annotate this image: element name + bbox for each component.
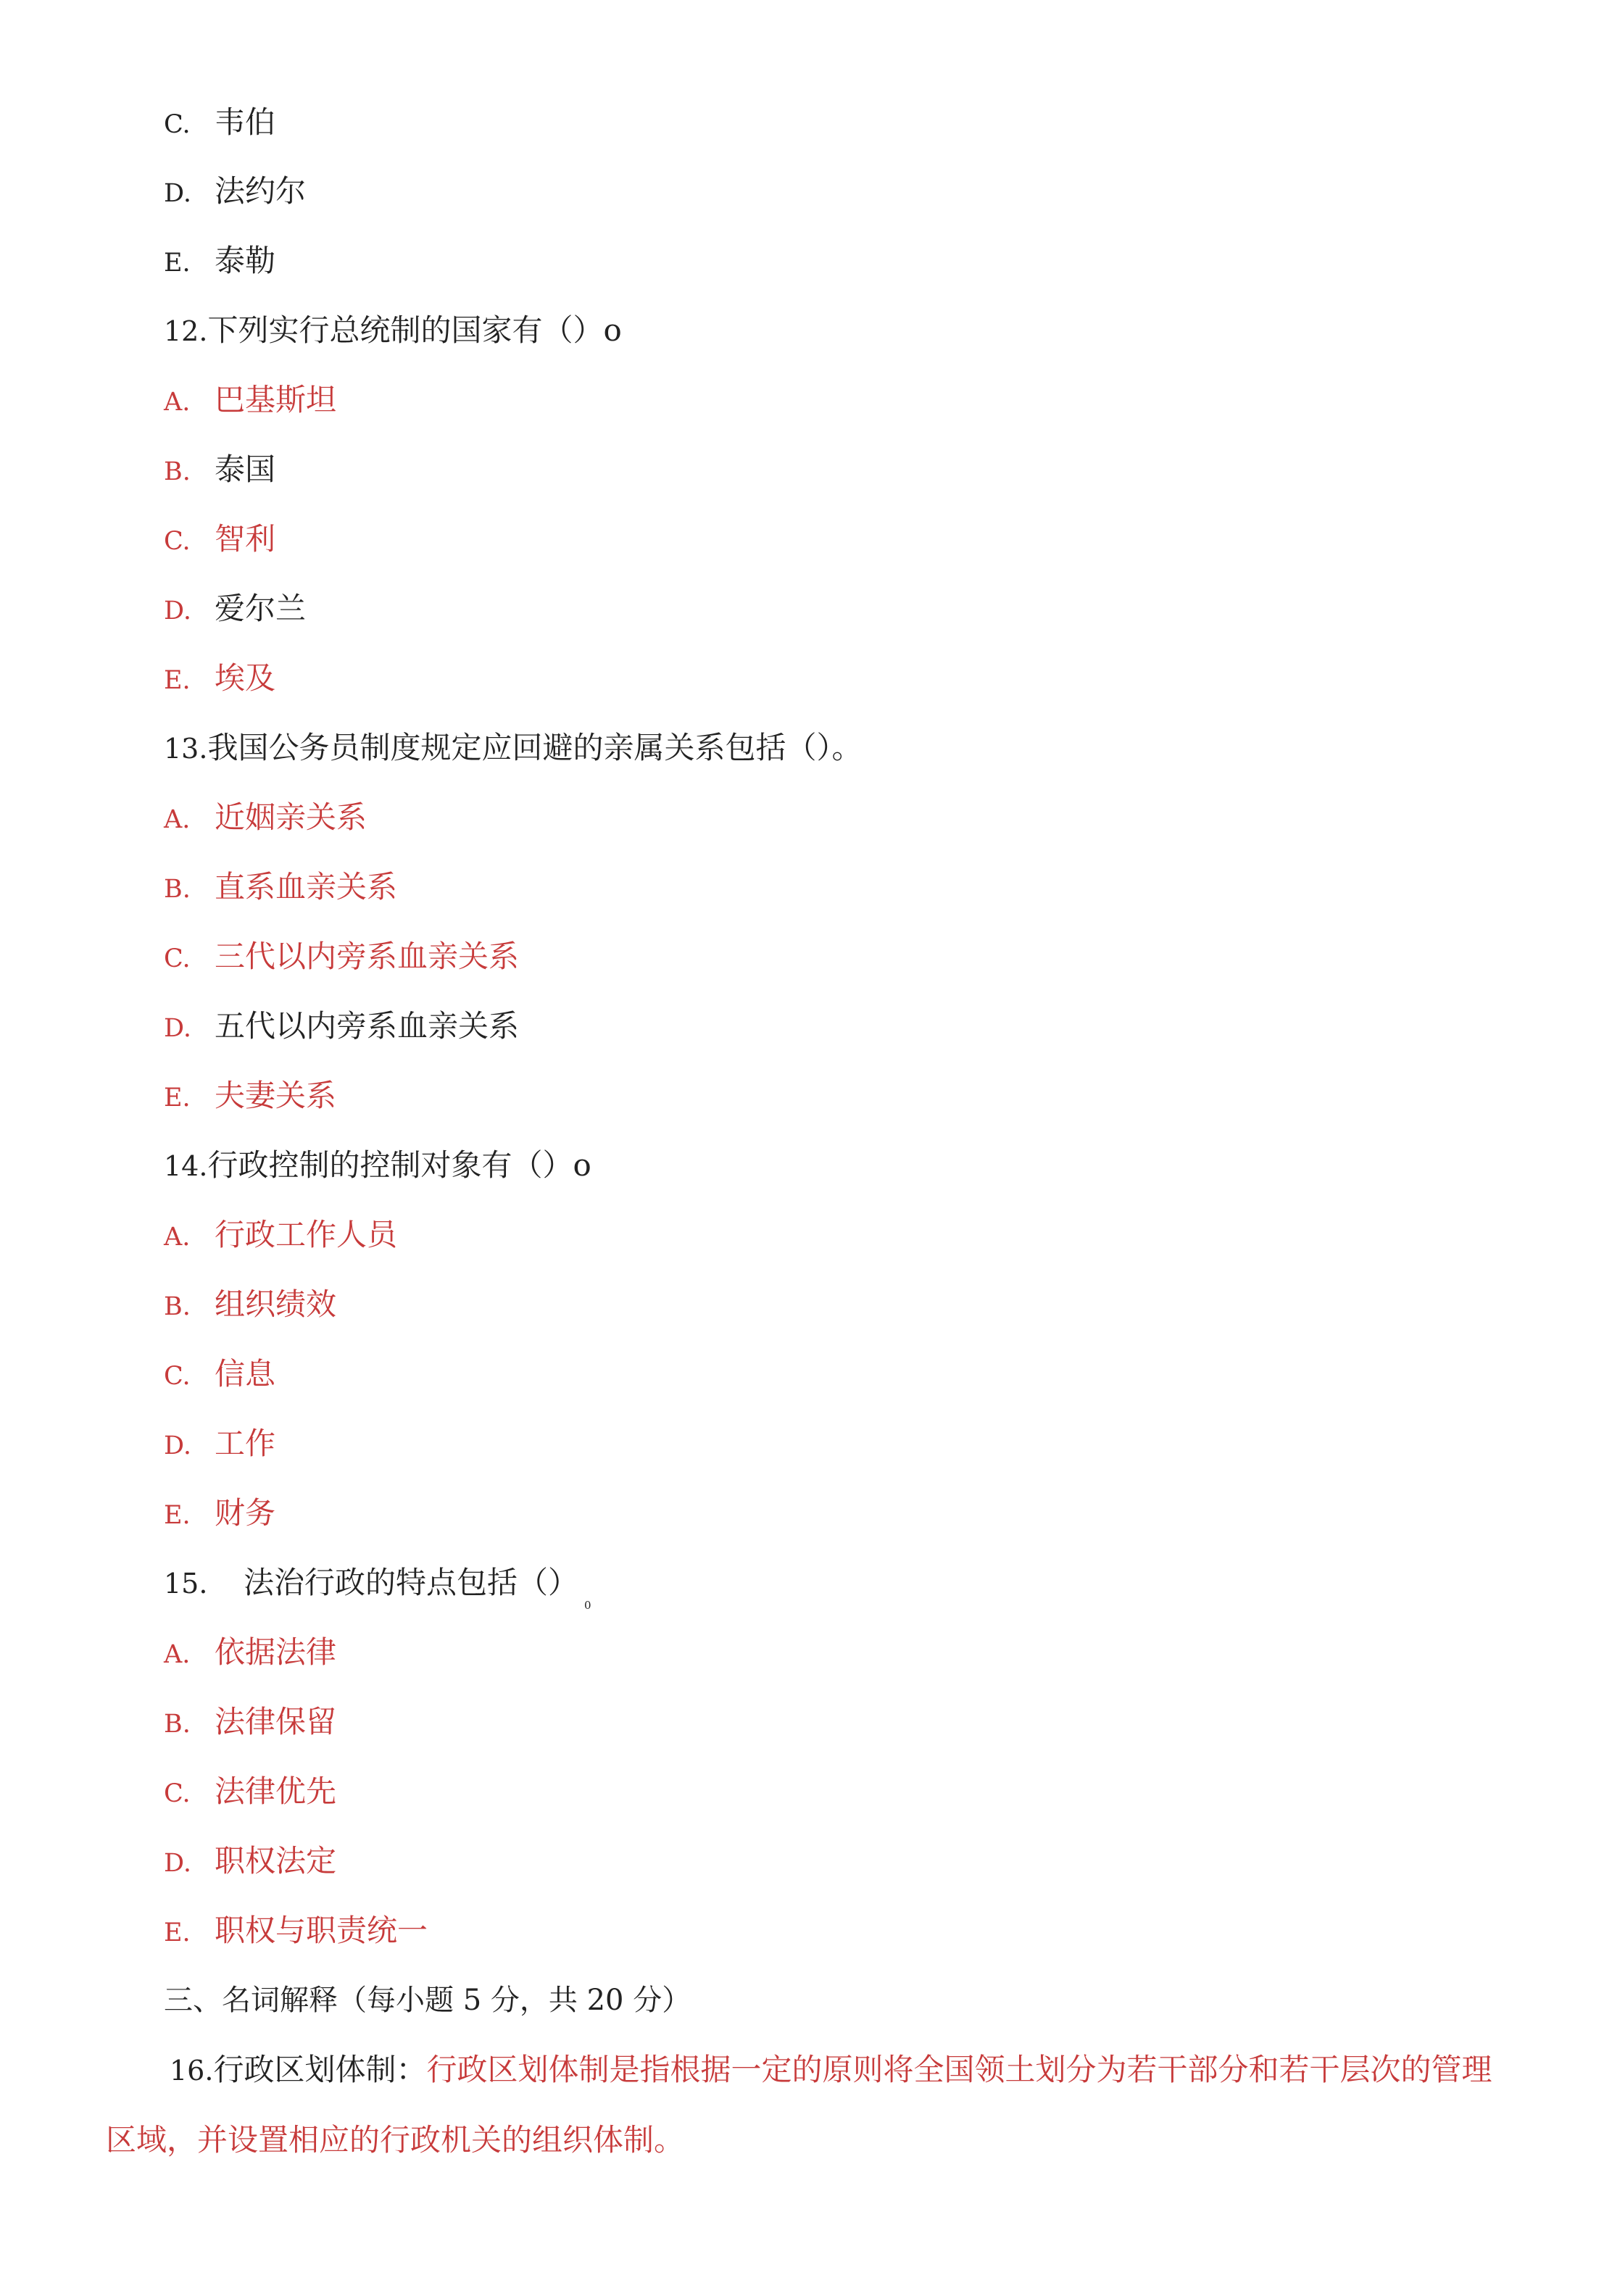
q12-option-c — [164, 517, 275, 561]
option-label: A. — [164, 388, 191, 417]
question-text: 行政控制的控制对象有（）o — [207, 1147, 591, 1183]
section-heading — [164, 1979, 691, 2022]
option-label: B. — [164, 1292, 191, 1321]
option-text: 信息 — [215, 1356, 276, 1392]
option-text: 巴基斯坦 — [215, 382, 337, 417]
option-text: 职权法定 — [215, 1843, 337, 1879]
question-number: 13. — [164, 733, 208, 765]
q15-stem — [164, 1561, 591, 1612]
option-text: 组织绩效 — [215, 1286, 337, 1322]
question-number: 12. — [164, 315, 208, 347]
option-label: D. — [164, 1014, 191, 1043]
q11-option-e — [164, 239, 275, 283]
option-label: B. — [164, 875, 191, 904]
question-number: 15. — [164, 1568, 208, 1600]
option-label: C. — [164, 1362, 191, 1391]
option-label: D. — [164, 1849, 191, 1878]
option-label: D. — [164, 1431, 191, 1460]
q13-option-d — [164, 1004, 519, 1048]
q15-option-c — [164, 1770, 336, 1813]
definition-text: 行政区划体制是指根据一定的原则将全国领土划分为若干部分和若干层次的管理区域，并设置相应的行政机关的组织体制。 — [106, 2052, 1492, 2158]
option-label: C. — [164, 110, 191, 139]
option-text: 工作 — [215, 1426, 276, 1461]
option-label: C. — [164, 527, 191, 556]
q16-definition — [106, 2035, 1505, 2175]
q14-stem — [164, 1144, 591, 1187]
option-text: 爱尔兰 — [215, 591, 307, 626]
q11-option-d — [164, 170, 306, 213]
option-label: B. — [164, 457, 191, 486]
option-text: 五代以内旁系血亲关系 — [215, 1008, 520, 1044]
question-text: 下列实行总统制的国家有（）o — [207, 312, 622, 348]
option-label: D. — [164, 179, 191, 208]
q14-option-e — [164, 1492, 275, 1535]
option-text: 夫妻关系 — [215, 1078, 337, 1113]
option-text: 埃及 — [215, 660, 276, 696]
q15-option-e — [164, 1909, 428, 1952]
option-text: 泰勒 — [215, 243, 276, 278]
q11-option-c — [164, 101, 275, 144]
q13-option-c — [164, 935, 519, 978]
option-text: 职权与职责统一 — [215, 1913, 428, 1948]
option-label: E. — [164, 1918, 191, 1947]
q13-option-b — [164, 865, 397, 909]
q14-option-b — [164, 1283, 336, 1326]
option-label: E. — [164, 1501, 191, 1530]
q15-option-b — [164, 1700, 336, 1744]
option-text: 行政工作人员 — [215, 1217, 398, 1252]
q12-option-e — [164, 657, 275, 700]
option-label: E. — [164, 1083, 191, 1112]
q13-option-a — [164, 796, 367, 839]
option-text: 直系血亲关系 — [215, 869, 398, 904]
option-text: 泰国 — [215, 452, 276, 487]
question-number: 14. — [164, 1150, 208, 1182]
option-text: 财务 — [215, 1495, 276, 1531]
option-label: B. — [164, 1710, 191, 1739]
q13-stem — [164, 726, 862, 770]
option-label: D. — [164, 596, 191, 625]
term: 行政区划体制： — [213, 2052, 427, 2087]
q14-option-a — [164, 1213, 397, 1257]
question-text: 法治行政的特点包括（） — [244, 1565, 579, 1600]
option-label: A. — [164, 805, 191, 834]
option-text: 法律保留 — [215, 1704, 337, 1739]
q14-option-c — [164, 1352, 275, 1396]
q15-option-d — [164, 1839, 336, 1883]
option-text: 法律优先 — [215, 1773, 337, 1809]
option-text: 韦伯 — [215, 104, 276, 140]
question-number: 16. — [170, 2055, 214, 2087]
option-text: 依据法律 — [215, 1634, 337, 1670]
q12-option-a — [164, 378, 336, 422]
q12-option-b — [164, 448, 275, 491]
option-label: C. — [164, 944, 191, 973]
option-label: A. — [164, 1640, 191, 1669]
question-suffix: 0 — [584, 1599, 591, 1612]
q13-option-e — [164, 1074, 336, 1118]
option-text: 法约尔 — [215, 173, 307, 209]
option-label: E. — [164, 666, 191, 695]
option-text: 近姻亲关系 — [215, 799, 367, 835]
option-text: 智利 — [215, 521, 276, 557]
option-label: A. — [164, 1223, 191, 1252]
q12-stem — [164, 309, 622, 352]
question-text: 我国公务员制度规定应回避的亲属关系包括（）。 — [207, 730, 863, 765]
q14-option-d — [164, 1422, 275, 1465]
option-label: C. — [164, 1779, 191, 1808]
section-heading-text: 三、名词解释（每小题 5 分，共 20 分） — [164, 1984, 691, 2017]
q15-option-a — [164, 1631, 336, 1674]
q12-option-d — [164, 587, 306, 631]
option-label: E. — [164, 249, 191, 278]
option-text: 三代以内旁系血亲关系 — [215, 939, 520, 974]
